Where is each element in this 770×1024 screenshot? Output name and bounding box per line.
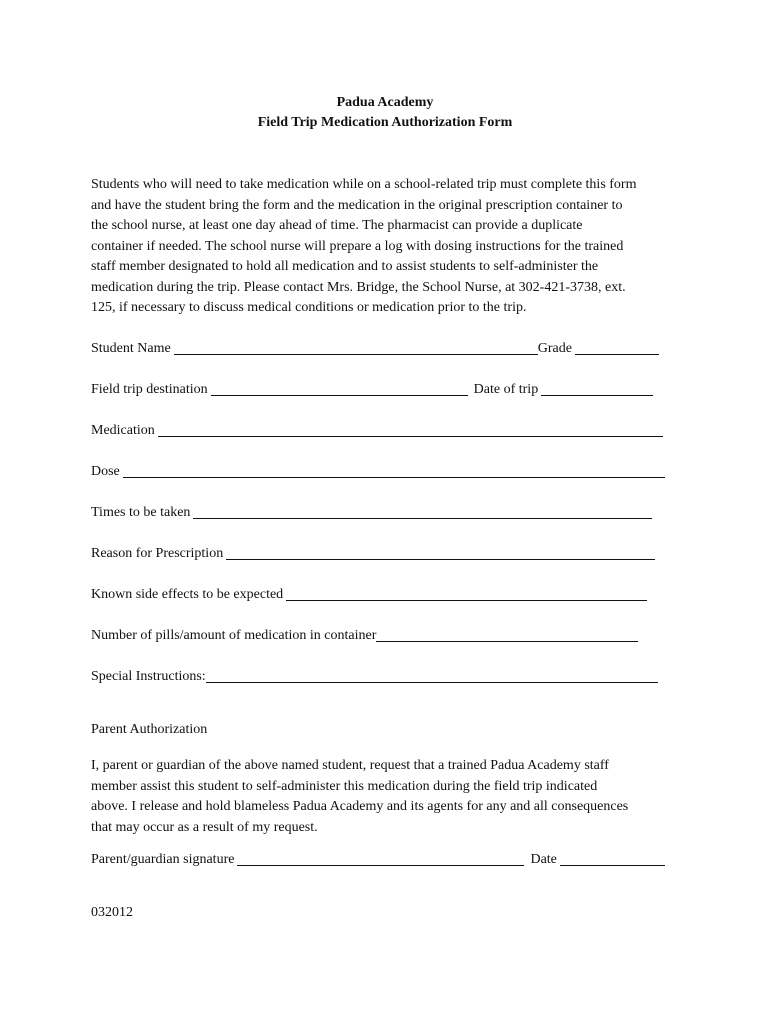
student-name-field[interactable]: [174, 340, 538, 355]
signature-row: [91, 851, 665, 869]
authorization-line: that may occur as a result of my request.: [91, 819, 318, 835]
signature-date-label: Date: [530, 852, 557, 867]
dose-field[interactable]: [123, 463, 665, 478]
special-instructions-label: Special Instructions:: [91, 669, 206, 684]
medication-label: Medication: [91, 423, 155, 438]
special-instructions-row: [91, 668, 658, 686]
dose-label: Dose: [91, 464, 120, 479]
intro-line: and have the student bring the form and the medication in the original prescription container to: [91, 197, 623, 213]
times-field[interactable]: [193, 504, 652, 519]
date-of-trip-label: Date of trip: [473, 382, 539, 397]
pill-count-label: Number of pills/amount of medication in container: [91, 628, 377, 643]
times-label: Times to be taken: [91, 505, 191, 520]
grade-label: Grade: [537, 341, 572, 356]
times-row: [91, 504, 652, 522]
intro-line: container if needed. The school nurse will prepare a log with dosing instructions for the trained: [91, 238, 624, 254]
special-instructions-field[interactable]: [206, 668, 658, 683]
intro-line: 125, if necessary to discuss medical conditions or medication prior to the trip.: [91, 300, 527, 315]
form-revision-code: 032012: [91, 905, 133, 920]
date-of-trip-field[interactable]: [541, 381, 653, 396]
medication-row: [91, 422, 663, 440]
pill-count-row: [91, 627, 638, 645]
signature-date-field[interactable]: [560, 851, 665, 866]
authorization-line: above. I release and hold blameless Padua Academy and its agents for any and all consequences: [91, 799, 629, 814]
reason-label: Reason for Prescription: [91, 546, 224, 561]
signature-label: Parent/guardian signature: [91, 852, 235, 867]
intro-line: the school nurse, at least one day ahead of time. The pharmacist can provide a duplicate: [91, 218, 583, 233]
destination-label: Field trip destination: [91, 382, 208, 397]
side-effects-label: Known side effects to be expected: [91, 587, 284, 602]
dose-row: [91, 463, 665, 481]
destination-row: [91, 381, 653, 399]
parent-authorization-title: Parent Authorization: [91, 722, 208, 737]
student-name-row: [91, 340, 659, 358]
intro-line: medication during the trip. Please contact Mrs. Bridge, the School Nurse, at 302-421-3738, ext.: [91, 279, 626, 295]
authorization-line: I, parent or guardian of the above named student, request that a trained Padua Academy staff: [91, 758, 609, 773]
intro-paragraph: [91, 175, 691, 319]
student-name-label: Student Name: [91, 341, 171, 356]
intro-line: staff member designated to hold all medication and to assist students to self-administer the: [91, 259, 599, 274]
authorization-line: member assist this student to self-administer this medication during the field trip indicated: [91, 778, 598, 794]
destination-field[interactable]: [211, 381, 468, 396]
grade-field[interactable]: [575, 340, 659, 355]
authorization-paragraph: [91, 756, 711, 838]
school-name: Padua Academy: [336, 95, 434, 110]
pill-count-field[interactable]: [376, 627, 638, 642]
reason-field[interactable]: [226, 545, 655, 560]
side-effects-field[interactable]: [286, 586, 647, 601]
reason-row: [91, 545, 655, 563]
signature-field[interactable]: [237, 851, 524, 866]
form-title: Field Trip Medication Authorization Form: [257, 115, 513, 130]
intro-line: Students who will need to take medication while on a school-related trip must complete this form: [91, 177, 637, 192]
form-header: [0, 93, 770, 133]
medication-field[interactable]: [158, 422, 663, 437]
side-effects-row: [91, 586, 647, 604]
